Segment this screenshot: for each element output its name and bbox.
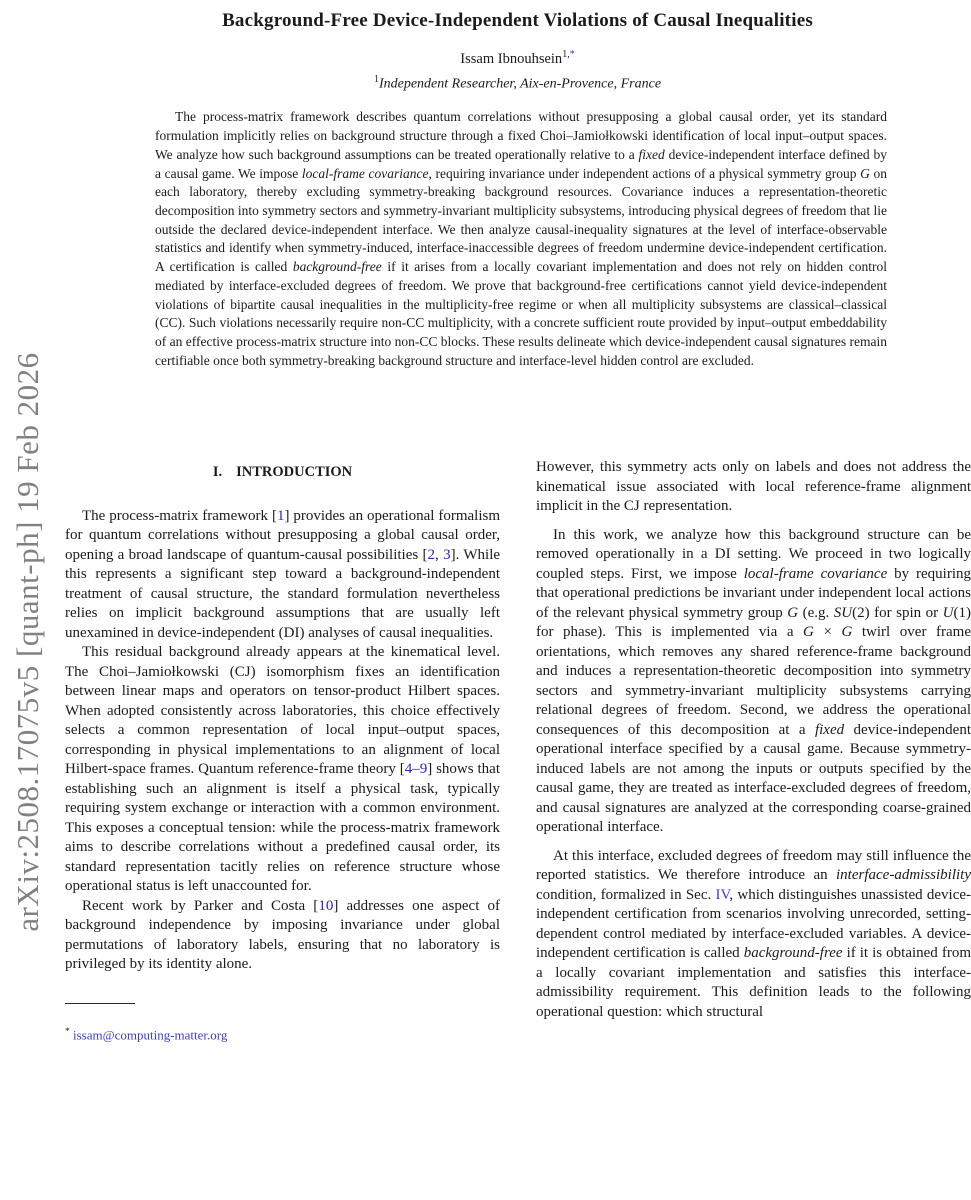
text-run: (e.g. <box>798 604 834 621</box>
author-line <box>65 49 970 68</box>
text-run: G <box>787 604 799 621</box>
paper-page <box>65 0 970 1200</box>
footnote-rule <box>65 1003 135 1004</box>
text-run: device-independent operational interface specified by a causal game. Because symmetry-induced labels are not among the inputs or outputs specified by the causal game, they are treated as interface-excluded degrees of freedom, and causal signatures are analyzed at the corresponding coarse-grained operational interface. <box>536 721 971 835</box>
author-affiliation-mark: 1, <box>562 49 570 60</box>
paragraph <box>536 458 971 517</box>
author-name: Issam Ibnouhsein <box>460 50 563 67</box>
email-link[interactable]: issam@computing-matter.org <box>73 1026 228 1042</box>
section-ref-link[interactable]: IV <box>715 886 730 903</box>
footnote-marker: * <box>65 1026 70 1037</box>
text-run: by requiring that operational predictions be invariant under independent local actions of the relevant physical symmetry group <box>536 565 971 621</box>
paragraph <box>65 897 500 975</box>
text-run: interface-admissibility <box>836 867 971 883</box>
text-run: if it arises from a locally covariant implementation and does not rely on hidden control mediated by interface-excluded degrees of freedom. We prove that background-free certifications cannot yield device-independent violations of bipartite causal inequalities in the multiplicity-free regime or when all multiplicity subsystems are classical–classical (CC). Such violations necessarily require non-CC multiplicity, with a concrete sufficient route provided by input–output embeddability of an effective process-matrix structure into non-CC blocks. These results delineate which device-independent causal signatures remain certifiable once both symmetry-breaking background structure and interface-level hidden control are excluded. <box>155 259 888 368</box>
text-run: The process-matrix framework <box>82 507 272 524</box>
text-run: The process-matrix framework describes quantum correlations without presupposing a global causal order, yet its standard formulation implicitly relies on background structure through a fixed Choi–Jamiołkowski identification of local input–output spaces. We analyze how such background assumptions can be treated operationally relative to a <box>155 109 887 162</box>
arxiv-watermark: arXiv:2508.17075v5 [quant-ph] 19 Feb 2026 <box>10 352 45 932</box>
paragraph <box>536 847 971 1023</box>
right-column <box>536 458 971 1022</box>
affiliation-line <box>65 74 970 93</box>
paragraph <box>65 643 500 897</box>
text-run: ] addresses one aspect of background independence by imposing invariance under global permutations of laboratory labels, ensuring that no laboratory is privileged by its identity alone. <box>65 897 500 972</box>
text-run: G <box>803 624 814 640</box>
paragraph <box>65 507 500 644</box>
section-heading-introduction <box>65 463 500 483</box>
text-run: × <box>813 624 842 640</box>
affiliation-mark: 1 <box>373 73 379 85</box>
text-run: twirl over frame orientations, which removes any shared reference-frame background and induces a representation-theoretic decomposition into symmetry sectors and symmetry-invariant multiplicity subsystems carrying relational degrees of freedom. Second, we address the operational consequences of this decomposition at a <box>536 624 971 738</box>
citation-link[interactable]: 3 <box>443 546 451 563</box>
text-run: , <box>435 546 444 563</box>
text-run: device-independent interface defined by a causal game. We impose <box>155 146 887 181</box>
paper-title: Background-Free Device-Independent Violations of Causal Inequalities <box>222 10 813 31</box>
text-run: However, this symmetry acts only on labels and does not address the kinematical issue associated with local reference-frame alignment implicit in the CJ representation. <box>536 459 971 514</box>
affiliation-text: Independent Researcher, Aix-en-Provence, France <box>378 76 662 92</box>
text-run: (1) for phase). This is implemented via a <box>536 604 971 640</box>
citation-link[interactable]: 4–9 <box>404 761 428 777</box>
text-run: G <box>860 165 870 181</box>
author-superscript <box>562 49 575 60</box>
citation-link[interactable]: 10 <box>318 897 334 914</box>
author-footnote-star-link[interactable]: * <box>569 49 575 60</box>
text-run: condition, formalized in Sec. <box>536 886 716 903</box>
text-run: ] provides an operational formalism for quantum correlations without presupposing a global causal order, opening a broad landscape of quantum-causal possibilities [ <box>65 507 501 563</box>
text-run: fixed <box>638 146 665 162</box>
text-run: In this work, we analyze how this background structure can be removed operationally in a DI setting. We proceed in two logically coupled steps. First, we impose <box>536 526 971 582</box>
text-run: G <box>841 624 853 640</box>
text-run: [ <box>271 507 277 524</box>
text-run: background-free <box>292 259 382 275</box>
text-run: fixed <box>814 721 845 738</box>
left-column <box>65 458 500 1043</box>
footnote <box>65 1024 500 1043</box>
text-run: , requiring invariance under independent actions of a physical symmetry group <box>428 165 861 181</box>
citation-link[interactable]: 1 <box>276 507 285 524</box>
top-matter <box>65 0 970 458</box>
text-run: local-frame covariance <box>301 165 429 181</box>
text-run: This residual background already appears at the kinematical level. The Choi–Jamiołkowski (CJ) isomorphism fixes an identification between linear maps and operators on tensor-product Hilbert spaces. When adopted consistently across laboratories, this choice effectively selects a common representation of local input–output spaces, corresponding in physical implementations to an alignment of local Hilbert-space frames. Quantum reference-frame theory [ <box>65 644 500 777</box>
two-column-body <box>65 458 970 1043</box>
text-run: if it is obtained from a locally covariant implementation and satisfies this interface-admissibility requirement. This definition leads to the following operational question: which structural <box>536 945 971 1020</box>
text-run: U <box>942 604 954 621</box>
section-title: INTRODUCTION <box>236 464 353 480</box>
abstract <box>65 108 970 370</box>
citation-link[interactable]: 2 <box>427 546 436 563</box>
text-run: on each laboratory, thereby excluding symmetry-breaking background resources. Covariance induces a representation-theoretic decomposition into symmetry sectors and symmetry-invariant multiplicity subsystems, introducing physical degrees of freedom that lie outside the declared device-independent interface. We then analyze causal-inequality signatures at the level of interface-observable statistics and identify when symmetry-induced, interface-inaccessible degrees of freedom undermine device-independent certification. A certification is called <box>155 165 887 275</box>
text-run: ]. While this represents a significant step toward a background-independent treatment of causal structure, the standard formulation nevertheless relies on implicit background assumptions that are usually left unexamined in device-independent (DI) analyses of causal inequalities. <box>65 546 501 641</box>
section-number: I. <box>212 464 223 480</box>
text-run: , which distinguishes unassisted device-independent certification from scenarios involving unrecorded, setting-dependent control mediated by interface-excluded variables. A device-independent certification is called <box>536 886 971 961</box>
text-run: ] shows that establishing such an alignment is itself a physical task, typically requiring system exchange or interaction with a common environment. This exposes a conceptual tension: while the process-matrix framework aims to describe correlations without a predefined causal order, its standard representation tacitly relies on reference structure whose operational status is left unaccounted for. <box>65 761 500 894</box>
text-run: SU <box>833 604 853 621</box>
text-run: At this interface, excluded degrees of freedom may still influence the reported statistics. We therefore introduce an <box>536 847 971 883</box>
text-run: background-free <box>743 945 843 961</box>
paragraph <box>536 526 971 838</box>
text-run: (2) for spin or <box>852 604 943 621</box>
text-run: local-frame covariance <box>743 565 888 582</box>
text-run: Recent work by Parker and Costa [ <box>82 897 319 914</box>
